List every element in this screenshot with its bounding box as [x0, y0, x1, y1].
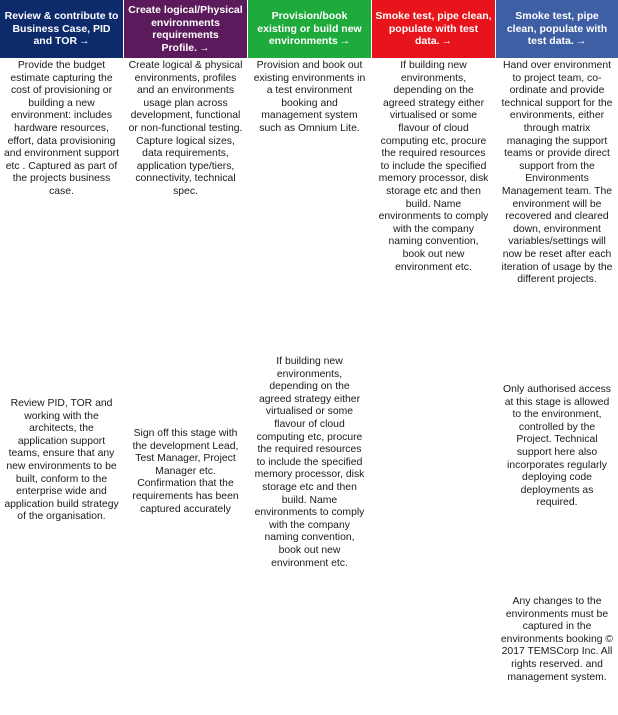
cell-authorised-access: Only authorised access at this stage is allowed to the environment, controlled by the Project. Technical support here also incorporates regularly deploying code deployments as required.: [502, 384, 611, 509]
header-requirements-profile[interactable]: [124, 0, 247, 58]
arrow-right-icon: →: [79, 35, 90, 48]
cell-build-new-red: If building new environments, depending on the agreed strategy either virtualised or some flavour of cloud computing etc, procure the required resources to include the specified memory processor, disk storage etc and then build. Name environments to comply with the company naming convention, book out new environment etc.: [378, 60, 489, 273]
arrow-right-icon: →: [575, 35, 587, 48]
column-provision-environments: [248, 0, 371, 715]
cell-provision-book: Provision and book out existing environments in a test environment booking and management system such as Omnium Lite.: [253, 60, 366, 134]
cell-build-new: If building new environments, depending on the agreed strategy either virtualised or some flavour of cloud computing etc, procure the required resources to include the specified memory processor, disk storage etc and then build. Name environments to comply with the company naming convention, book out new environment etc.: [254, 356, 365, 569]
header-smoke-test-blue[interactable]: [496, 0, 618, 58]
cell-sign-off: Sign off this stage with the development Lead, Test Manager, Project Manager etc. Confirmation that the requirements has been captured accurately: [132, 428, 239, 515]
column-smoke-test-blue: [496, 0, 618, 715]
cell-create-profiles: Create logical & physical environments, profiles and an environments usage plan across development, functional or non-functional testing. Capture logical sizes, data requirements, application type/tiers, connectivity, technical spec.: [128, 60, 243, 197]
header-label: Smoke test, pipe clean, populate with test data.: [375, 10, 492, 48]
header-business-case[interactable]: [0, 0, 123, 58]
cell-hand-over: Hand over environment to project team, co-ordinate and provide technical support for the environments, either through matrix managing the support teams or provide direct support from the Environments Management team. The environment will be recovered and cleared down, environment variables/settings will now be reset after each iteration of usage by the different projects.: [501, 60, 613, 286]
header-label: Smoke test, pipe clean, populate with test data.: [506, 10, 608, 48]
column-smoke-test-red: [372, 0, 495, 715]
arrow-right-icon: →: [339, 35, 351, 48]
header-smoke-test-red[interactable]: [372, 0, 495, 58]
arrow-right-icon: →: [199, 41, 210, 54]
header-label: Provision/book existing or build new environments: [257, 10, 362, 48]
header-label: Review & contribute to Business Case, PID and TOR: [4, 10, 119, 48]
header-label: Create logical/Physical environments requirements Profile.: [128, 4, 243, 54]
column-requirements-profile: [124, 0, 247, 715]
arrow-right-icon: →: [441, 35, 452, 48]
cell-budget-estimate: Provide the budget estimate capturing the cost of provisioning or building a new environment: includes hardware resources, effort, data provisioning and environment support etc . Captured as part of the projects business case.: [4, 60, 119, 197]
cell-review-pid: Review PID, TOR and working with the architects, the application support teams, ensure that any new environments to be built, conform to the enterprise wide and application build strategy of the organisation.: [4, 398, 119, 523]
column-business-case: [0, 0, 123, 715]
cell-changes-captured: Any changes to the environments must be captured in the environments booking © 2017 TEMSCorp Inc. All rights reserved. and management system.: [500, 596, 614, 683]
header-provision-environments[interactable]: [248, 0, 371, 58]
